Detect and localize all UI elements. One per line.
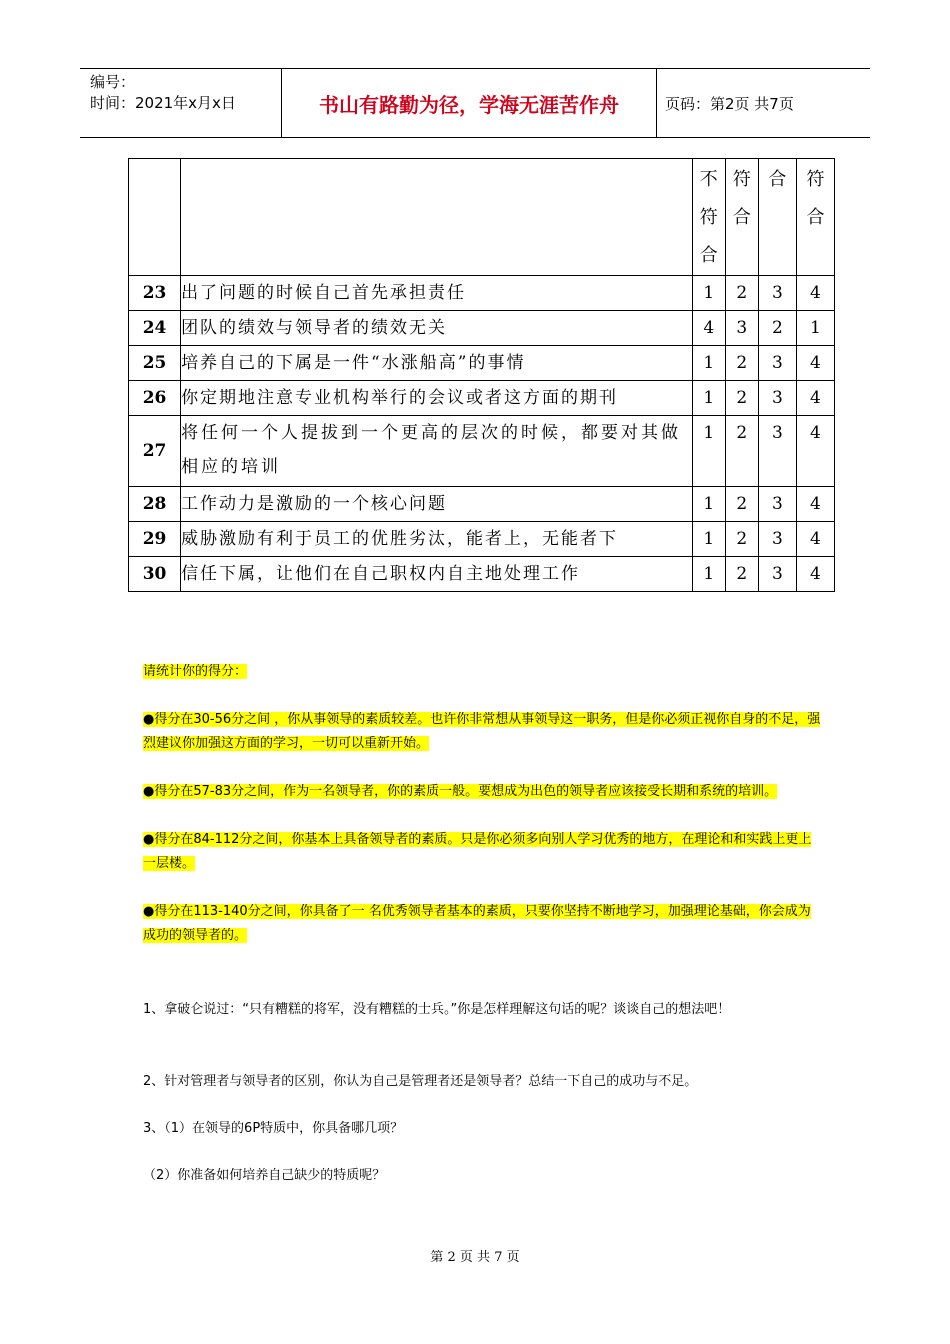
table-row: [129, 276, 835, 311]
table-row: [129, 311, 835, 346]
row-question: 工作动力是激励的一个核心问题: [181, 487, 693, 522]
row-score: 2: [725, 522, 758, 557]
header-label: 符 合: [732, 169, 751, 228]
scoring-section: [143, 660, 823, 972]
row-question: 团队的绩效与领导者的绩效无关: [181, 311, 693, 346]
row-score: 1: [692, 416, 725, 487]
row-score: 1: [692, 346, 725, 381]
table-row: [129, 346, 835, 381]
table-header-row: [129, 159, 835, 276]
reflection-question: 3、（1）在领导的6P特质中，你具备哪几项？: [143, 1121, 404, 1136]
document-time-label: 时间：2021年x月x日: [90, 94, 236, 112]
row-number: 29: [129, 522, 181, 557]
row-score: 2: [725, 276, 758, 311]
row-score: 3: [758, 522, 796, 557]
row-score: 4: [796, 381, 834, 416]
header-cell-number: [129, 159, 181, 276]
page-footer: 第 2 页 共 7 页: [430, 1250, 520, 1265]
row-score: 2: [725, 416, 758, 487]
header-cell-2: [725, 159, 758, 276]
row-number: 24: [129, 311, 181, 346]
survey-table: [128, 158, 835, 592]
row-score: 3: [758, 346, 796, 381]
header-left: [90, 72, 236, 114]
table-row: [129, 487, 835, 522]
row-score: 4: [796, 276, 834, 311]
row-score: 1: [692, 522, 725, 557]
row-score: 1: [692, 487, 725, 522]
document-number-label: 编号：: [90, 73, 136, 91]
row-question: 你定期地注意专业机构举行的会议或者这方面的期刊: [181, 381, 693, 416]
header-label: 合: [768, 169, 787, 190]
reflection-question: 1、拿破仑说过：“只有糟糕的将军，没有糟糕的士兵。”你是怎样理解这句话的呢？谈谈自己的想法吧！: [143, 1002, 731, 1017]
header-cell-1: [692, 159, 725, 276]
row-score: 4: [796, 487, 834, 522]
scoring-item: ●得分在113-140分之间，你具备了一 名优秀领导者基本的素质，只要你坚持不断地学习，加强理论基础，你会成为成功的领导者的。: [143, 904, 811, 943]
scoring-item: ●得分在57-83分之间，作为一名领导者，你的素质一般。要想成为出色的领导者应该接受长期和系统的培训。: [143, 784, 778, 799]
header-cell-4: [796, 159, 834, 276]
row-score: 1: [692, 557, 725, 592]
table-row: [129, 522, 835, 557]
row-question: 将任何一个人提拔到一个更高的层次的时候，都要对其做相应的培训: [181, 416, 693, 487]
row-score: 4: [796, 416, 834, 487]
header-motto: 书山有路勤为径，学海无涯苦作舟: [281, 69, 657, 137]
row-score: 3: [725, 311, 758, 346]
header-label: 符 合: [806, 169, 825, 228]
row-score: 3: [758, 487, 796, 522]
row-number: 30: [129, 557, 181, 592]
row-score: 2: [725, 487, 758, 522]
row-score: 4: [796, 557, 834, 592]
row-score: 3: [758, 381, 796, 416]
row-score: 1: [692, 276, 725, 311]
table-row: [129, 381, 835, 416]
row-number: 27: [129, 416, 181, 487]
row-score: 3: [758, 416, 796, 487]
reflection-question: （2）你准备如何培养自己缺少的特质呢？: [143, 1168, 386, 1183]
row-score: 4: [796, 522, 834, 557]
row-number: 25: [129, 346, 181, 381]
row-number: 23: [129, 276, 181, 311]
scoring-item: ●得分在84-112分之间，你基本上具备领导者的素质。只是你必须多向别人学习优秀的地方，在理论和和实践上更上一层楼。: [143, 832, 812, 871]
table-row: [129, 557, 835, 592]
row-score: 4: [692, 311, 725, 346]
row-number: 28: [129, 487, 181, 522]
reflection-question: 2、针对管理者与领导者的区别，你认为自己是管理者还是领导者？总结一下自己的成功与不足。: [143, 1074, 698, 1089]
row-score: 2: [725, 346, 758, 381]
row-score: 1: [692, 381, 725, 416]
header-label: 不 符 合: [699, 169, 718, 266]
row-question: 信任下属，让他们在自己职权内自主地处理工作: [181, 557, 693, 592]
row-question: 威胁激励有利于员工的优胜劣汰，能者上，无能者下: [181, 522, 693, 557]
header-cell-question: [181, 159, 693, 276]
row-question: 培养自己的下属是一件“水涨船高”的事情: [181, 346, 693, 381]
page-header: [80, 68, 870, 138]
row-question: 出了问题的时候自己首先承担责任: [181, 276, 693, 311]
row-score: 1: [796, 311, 834, 346]
row-score: 2: [725, 381, 758, 416]
header-cell-3: [758, 159, 796, 276]
scoring-intro: 请统计你的得分：: [143, 664, 248, 679]
row-score: 3: [758, 276, 796, 311]
header-page-info: 页码：第2页 共7页: [665, 94, 794, 113]
row-score: 2: [725, 557, 758, 592]
table-row: [129, 416, 835, 487]
row-score: 4: [796, 346, 834, 381]
scoring-item: ●得分在30-56分之间 ，你从事领导的素质较差。也许你非常想从事领导这一职务，但是你必须正视你自身的不足，强烈建议你加强这方面的学习，一切可以重新开始。: [143, 712, 821, 751]
row-score: 2: [758, 311, 796, 346]
row-number: 26: [129, 381, 181, 416]
row-score: 3: [758, 557, 796, 592]
